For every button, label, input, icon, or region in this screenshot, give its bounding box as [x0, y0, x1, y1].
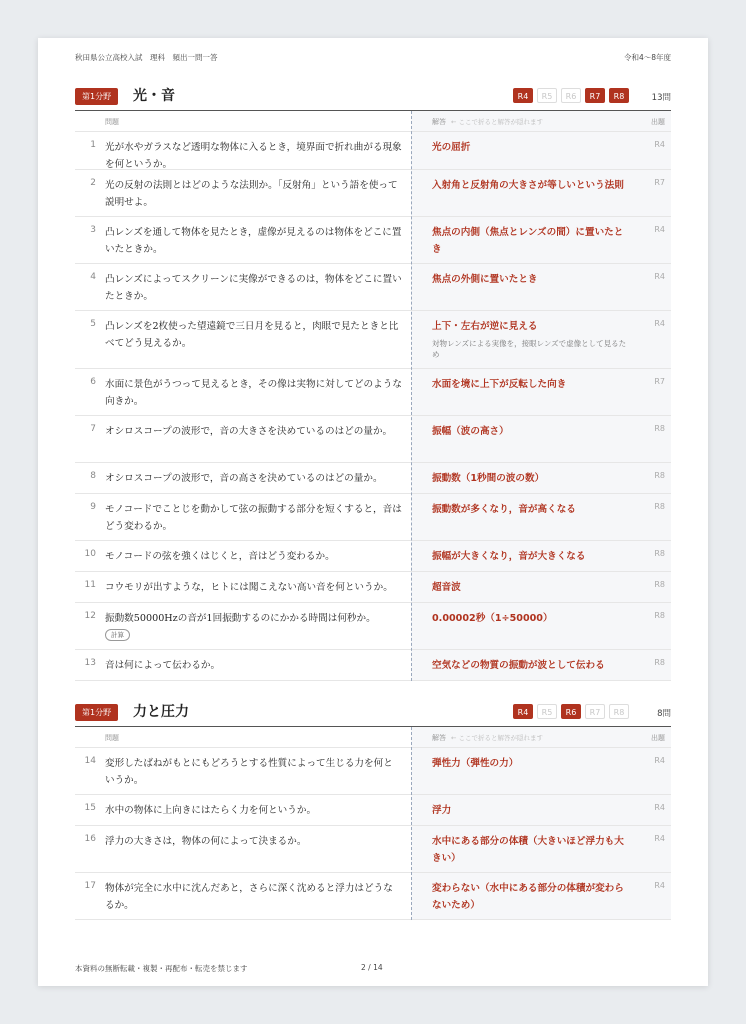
header-years: 令和4～8年度 [623, 53, 671, 62]
question-count: 13問 [651, 93, 671, 103]
question-number: 13 [84, 658, 96, 668]
question-number: 1 [90, 140, 96, 150]
question-text: モノコードでことじを動かして弦の振動する部分を短くすると，音はどう変わるか。 [105, 504, 402, 532]
qa-row [75, 170, 671, 217]
page-footer [75, 963, 671, 974]
question-number: 17 [84, 881, 96, 891]
question-text: 光が水やガラスなど透明な物体に入るとき，境界面で折れ曲がる現象を何というか。 [105, 142, 402, 170]
source-year: R4 [654, 225, 665, 234]
source-year: R4 [654, 881, 665, 890]
col-question: 問題 [105, 734, 119, 742]
question-text: 物体が完全に水中に沈んだあと，さらに深く沈めると浮力はどうなるか。 [105, 883, 393, 911]
year-tag-r5: R5 [537, 704, 557, 719]
qa-row [75, 748, 671, 795]
fold-line[interactable] [411, 111, 412, 681]
source-year: R4 [654, 834, 665, 843]
question-text: 水中の物体に上向きにはたらく力を何というか。 [105, 805, 317, 816]
question-text: 水面に景色がうつって見えるとき，その像は実物に対してどのような向きか。 [105, 379, 402, 407]
answer-text: 焦点の外側に置いたとき [432, 274, 538, 285]
qa-row [75, 217, 671, 264]
source-year: R8 [654, 611, 665, 620]
fold-hint: ← ここで折ると解答が隠れます [451, 734, 544, 742]
answer-text: 光の屈折 [432, 142, 471, 153]
col-source: 出題 [651, 118, 665, 126]
answer-text: 振幅（波の高さ） [432, 426, 509, 437]
answer-note: 対物レンズによる実像を，接眼レンズで虚像として見るため [432, 339, 627, 359]
question-text: オシロスコープの波形で，音の高さを決めているのはどの量か。 [105, 473, 383, 484]
source-year: R7 [654, 377, 665, 386]
qa-row [75, 311, 671, 369]
question-text: 振動数50000Hzの音が1回振動するのにかかる時間は何秒か。 計算 [105, 613, 376, 639]
year-tag-r7: R7 [585, 88, 605, 103]
question-text: 凸レンズによってスクリーンに実像ができるのは，物体をどこに置いたときか。 [105, 274, 402, 302]
answer-text: 空気などの物質の振動が波として伝わる [432, 660, 605, 671]
source-year: R8 [654, 471, 665, 480]
question-text: 凸レンズを2枚使った望遠鏡で三日月を見ると，肉眼で見たときと比べてどう見えるか。 [105, 321, 399, 349]
section-title: 力と圧力 [133, 704, 189, 720]
question-number: 6 [90, 377, 96, 387]
question-number: 9 [90, 502, 96, 512]
source-year: R8 [654, 549, 665, 558]
qa-row [75, 572, 671, 603]
qa-row [75, 463, 671, 494]
year-tag-r4: R4 [513, 704, 533, 719]
page-number: 2 / 14 [361, 963, 383, 972]
question-number: 16 [84, 834, 96, 844]
question-text: オシロスコープの波形で，音の大きさを決めているのはどの量か。 [105, 426, 393, 437]
section-light-sound [75, 84, 671, 681]
source-year: R4 [654, 140, 665, 149]
qa-row [75, 603, 671, 650]
year-tag-r8: R8 [609, 88, 629, 103]
year-tag-r6: R6 [561, 88, 581, 103]
source-year: R4 [654, 803, 665, 812]
year-tag-r6: R6 [561, 704, 581, 719]
field-badge: 第1分野 [75, 88, 118, 105]
question-number: 8 [90, 471, 96, 481]
answer-text: 振幅が大きくなり，音が大きくなる [432, 551, 586, 562]
question-number: 7 [90, 424, 96, 434]
question-number: 4 [90, 272, 96, 282]
answer-text: 振動数が多くなり，音が高くなる [432, 504, 576, 515]
answer-text: 水中にある部分の体積（大きいほど浮力も大きい） [432, 836, 624, 864]
source-year: R8 [654, 580, 665, 589]
qa-row [75, 826, 671, 873]
answer-text: 入射角と反射角の大きさが等しいという法則 [432, 180, 624, 191]
year-tag-r7: R7 [585, 704, 605, 719]
year-tag-r5: R5 [537, 88, 557, 103]
qa-row [75, 369, 671, 416]
section-force-pressure [75, 700, 671, 920]
question-number: 12 [84, 611, 96, 621]
qa-row [75, 873, 671, 920]
question-text: 音は何によって伝わるか。 [105, 660, 221, 671]
col-question: 問題 [105, 118, 119, 126]
calc-tag: 計算 [105, 629, 130, 641]
question-text: 凸レンズを通して物体を見たとき，虚像が見えるのは物体をどこに置いたときか。 [105, 227, 402, 255]
column-header [75, 727, 671, 748]
year-tags [513, 704, 629, 719]
answer-text: 上下・左右が逆に見える 対物レンズによる実像を，接眼レンズで虚像として見るため [432, 321, 627, 359]
answer-text: 水面を境に上下が反転した向き [432, 379, 567, 390]
source-year: R4 [654, 756, 665, 765]
qa-table [75, 111, 671, 681]
section-title: 光・音 [133, 88, 175, 104]
source-year: R8 [654, 658, 665, 667]
year-tags [513, 88, 629, 103]
answer-text: 振動数（1秒間の波の数） [432, 473, 545, 484]
fold-hint: ← ここで折ると解答が隠れます [451, 118, 544, 126]
section-header [75, 84, 671, 111]
source-year: R7 [654, 178, 665, 187]
question-text: モノコードの弦を強くはじくと，音はどう変わるか。 [105, 551, 335, 562]
answer-text: 浮力 [432, 805, 452, 816]
question-number: 5 [90, 319, 96, 329]
qa-row [75, 541, 671, 572]
qa-row [75, 650, 671, 681]
fold-line[interactable] [411, 727, 412, 920]
qa-row [75, 795, 671, 826]
question-number: 14 [84, 756, 96, 766]
answer-text: 0.00002秒（1÷50000） [432, 613, 553, 624]
answer-text: 超音波 [432, 582, 461, 593]
document-page [38, 38, 708, 986]
field-badge: 第1分野 [75, 704, 118, 721]
qa-row [75, 264, 671, 311]
question-number: 10 [84, 549, 96, 559]
header-title: 秋田県公立高校入試 理科 頻出一問一答 [75, 53, 218, 62]
qa-row [75, 494, 671, 541]
question-count: 8問 [657, 709, 671, 719]
col-answer: 解答 ← ここで折ると解答が隠れます [432, 118, 544, 126]
answer-text: 弾性力（弾性の力） [432, 758, 519, 769]
year-tag-r8: R8 [609, 704, 629, 719]
question-text: コウモリが出すような，ヒトには聞こえない高い音を何というか。 [105, 582, 393, 593]
question-number: 2 [90, 178, 96, 188]
qa-table [75, 727, 671, 920]
answer-text: 焦点の内側（焦点とレンズの間）に置いたとき [432, 227, 624, 255]
section-header [75, 700, 671, 727]
copyright-notice: 本資料の無断転載・複製・再配布・転売を禁じます [75, 964, 248, 973]
col-answer: 解答 ← ここで折ると解答が隠れます [432, 734, 544, 742]
question-number: 11 [84, 580, 96, 590]
qa-row [75, 416, 671, 463]
question-text: 浮力の大きさは，物体の何によって決まるか。 [105, 836, 307, 847]
qa-row [75, 132, 671, 170]
source-year: R4 [654, 272, 665, 281]
source-year: R8 [654, 502, 665, 511]
question-text: 光の反射の法則とはどのような法則か。「反射角」という語を使って説明せよ。 [105, 180, 398, 208]
year-tag-r4: R4 [513, 88, 533, 103]
column-header [75, 111, 671, 132]
col-source: 出題 [651, 734, 665, 742]
answer-text: 変わらない（水中にある部分の体積が変わらないため） [432, 883, 624, 911]
question-number: 3 [90, 225, 96, 235]
question-text: 変形したばねがもとにもどろうとする性質によって生じる力を何というか。 [105, 758, 393, 786]
source-year: R4 [654, 319, 665, 328]
source-year: R8 [654, 424, 665, 433]
page-header [75, 52, 671, 63]
question-number: 15 [84, 803, 96, 813]
